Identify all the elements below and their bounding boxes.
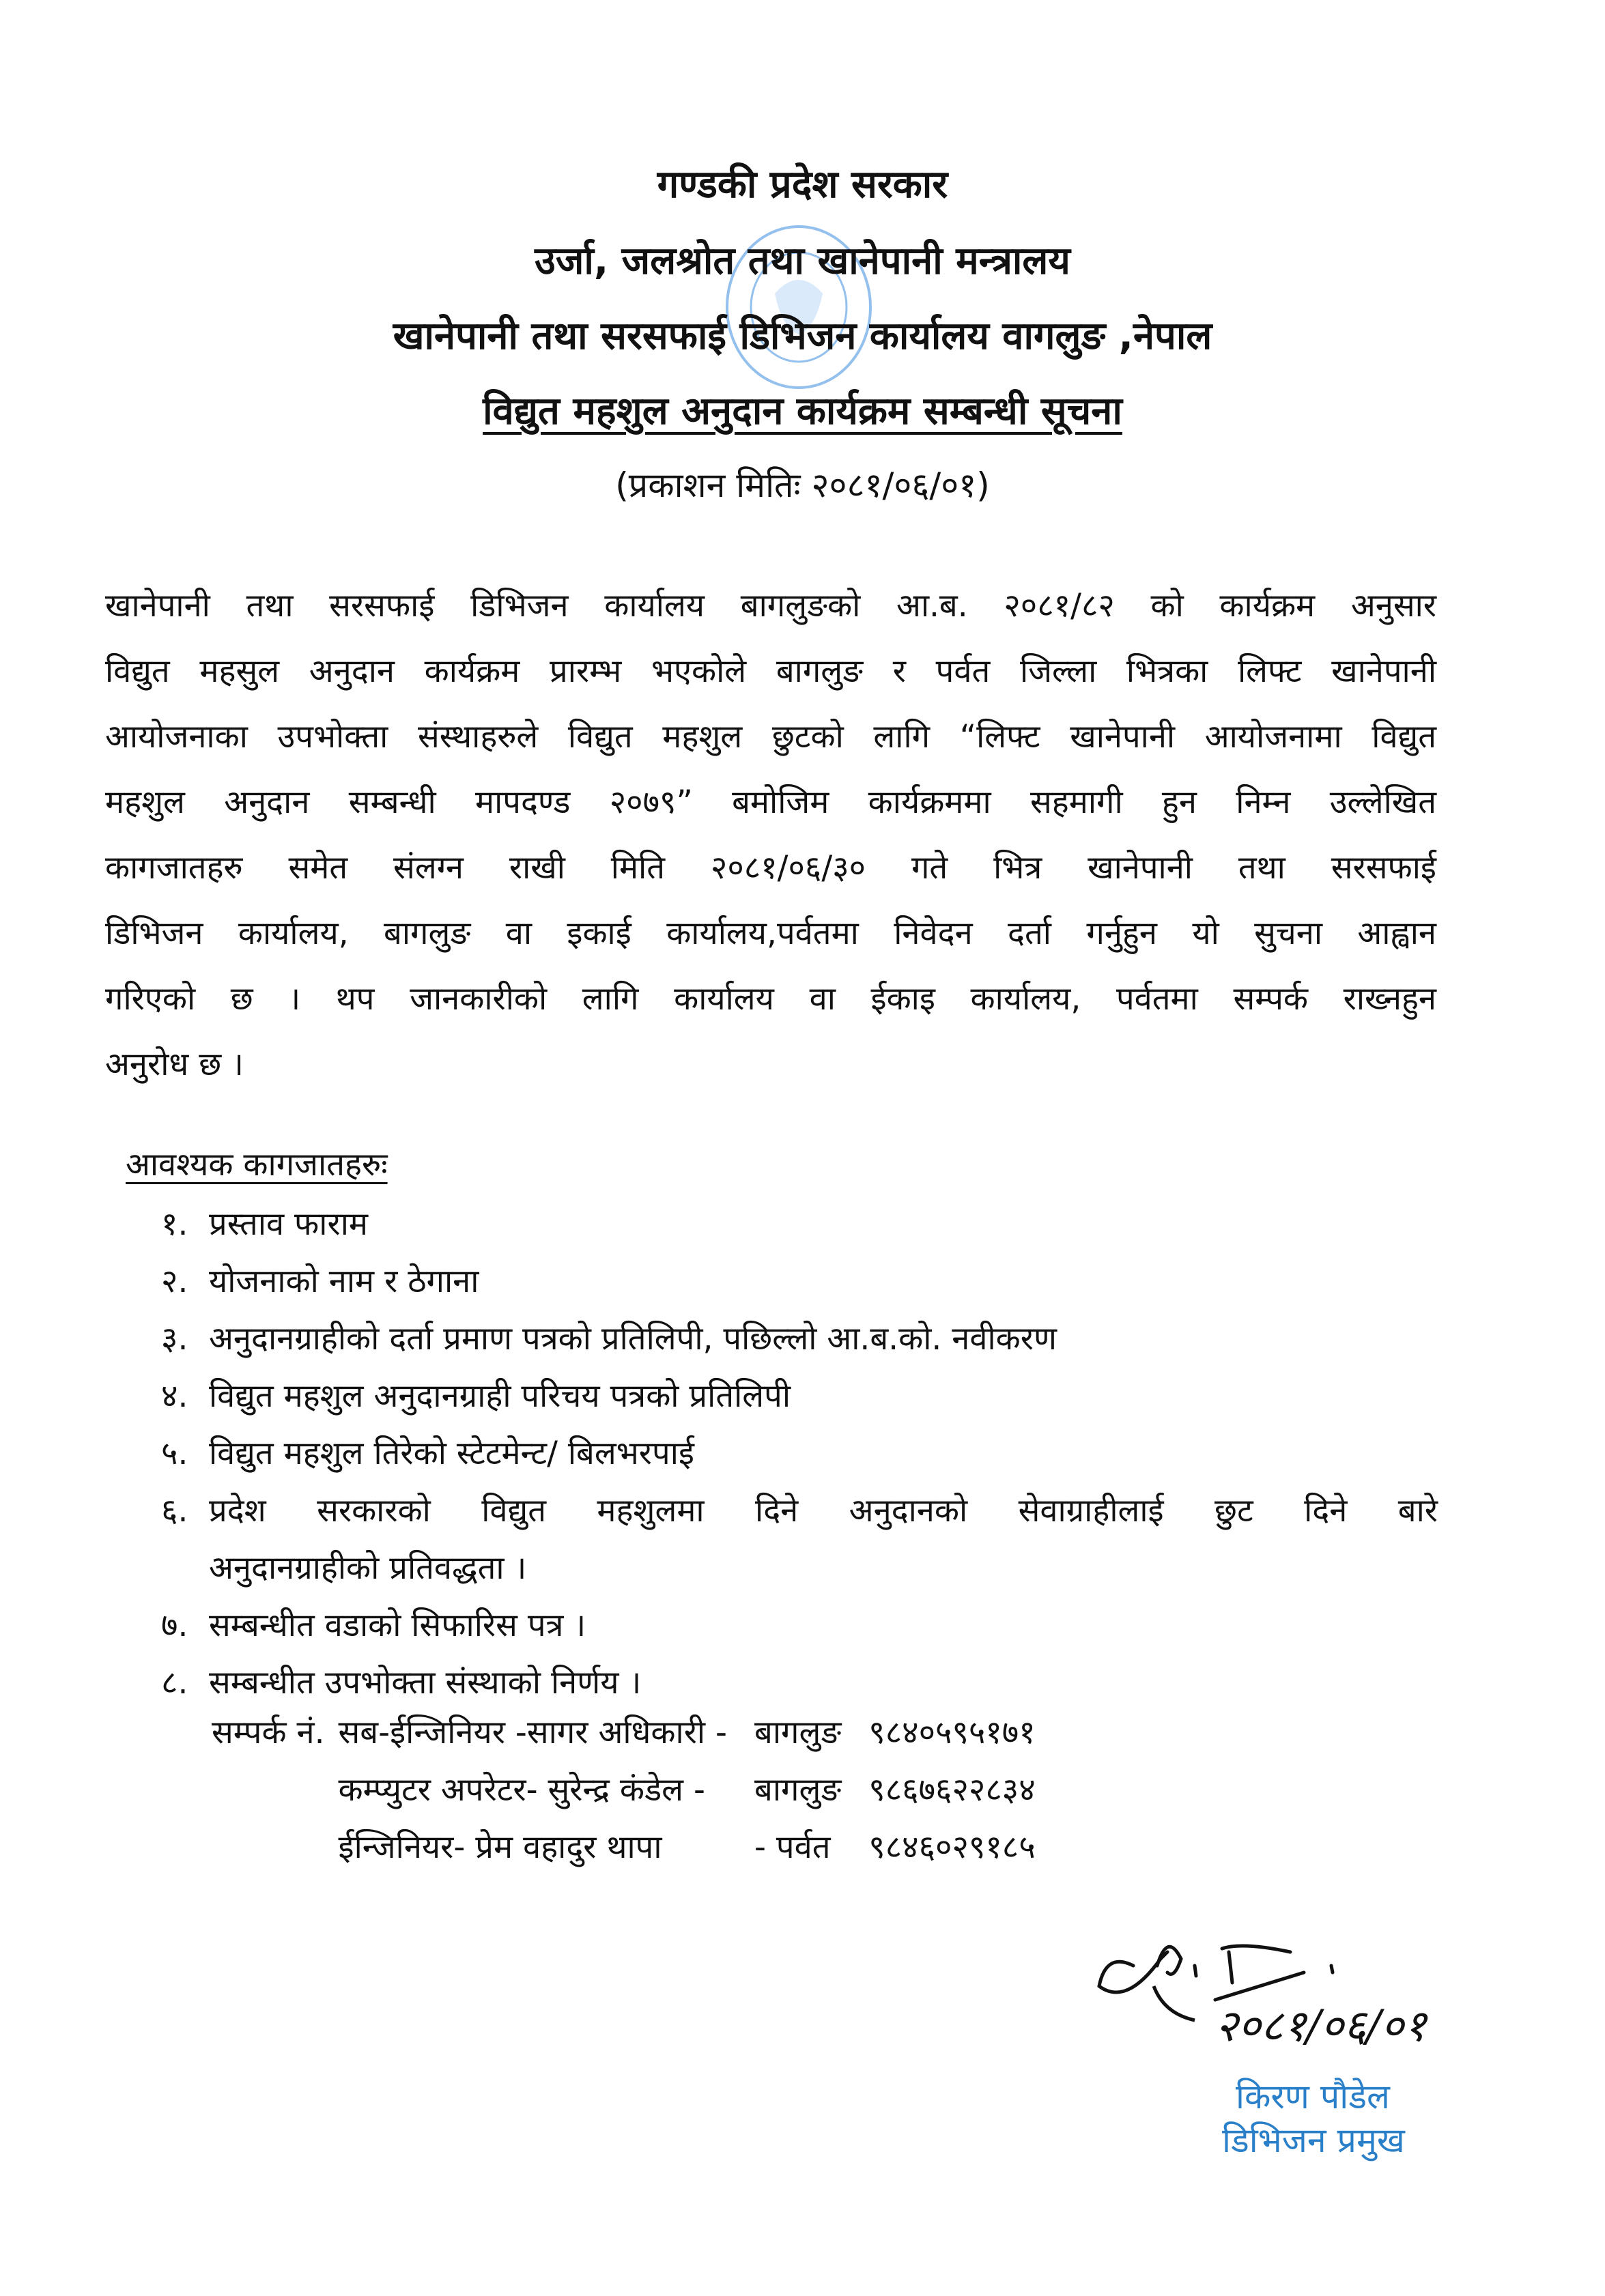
contact-label-spacer [212,1762,339,1819]
item-number: ८. [161,1664,188,1702]
contact-location: - पर्वत [754,1828,831,1866]
contact-phone: ९८४०५९५१७१ [868,1714,1036,1751]
item-number: ६. [161,1492,188,1530]
item-text: सम्बन्धीत वडाको सिफारिस पत्र । [209,1607,586,1644]
notice-title-text: विद्युत महशुल अनुदान कार्यक्रम सम्बन्धी सूचना [483,389,1122,433]
contact-person: सब-ईन्जिनियर -सागर अधिकारी - [338,1714,727,1751]
body-line: आयोजनाका उपभोक्ता संस्थाहरुले विद्युत महशुल छुटको लागि “लिफ्ट खानेपानी आयोजनामा विद्युत [105,718,1436,756]
contact-row [212,1762,1063,1819]
body-line: अनुरोध छ । [105,1046,244,1083]
item-number: ५. [161,1435,188,1472]
office-name: खानेपानी तथा सरसफाई डिभिजन कार्यालय वागलुङ ,नेपाल [393,314,1212,358]
item-text: प्रदेश सरकारको विद्युत महशुलमा दिने अनुदानको सेवाग्राहीलाई छुट दिने बारे [209,1492,1438,1530]
list-item [161,1597,1438,1654]
item-text: अनुदानग्राहीको दर्ता प्रमाण पत्रको प्रतिलिपी, पछिल्लो आ.ब.को. नवीकरण [209,1320,1057,1358]
list-item [161,1654,1438,1712]
list-item [161,1196,1438,1253]
publication-date: (प्रकाशन मितिः २०८१/०६/०१) [615,465,990,505]
list-item-continuation [161,1540,1438,1597]
body-line: महशुल अनुदान सम्बन्धी मापदण्ड २०७९” बमोजिम कार्यक्रममा सहमागी हुन निम्न उल्लेखित [105,784,1436,821]
body-line: खानेपानी तथा सरसफाई डिभिजन कार्यालय बागलुङको आ.ब. २०८१/८२ को कार्यक्रम अनुसार [105,587,1436,625]
item-number: ७. [161,1607,188,1644]
item-text: अनुदानग्राहीको प्रतिवद्धता । [209,1549,527,1587]
contact-phone: ९८६७६२२८३४ [868,1771,1036,1809]
contact-person: कम्प्युटर अपरेटर- सुरेन्द्र कंडेल - [338,1771,705,1809]
item-text: प्रस्ताव फाराम [209,1205,368,1243]
item-text: विद्युत महशुल अनुदानग्राही परिचय पत्रको प्रतिलिपी [209,1377,791,1415]
item-number: ३. [161,1320,188,1358]
contact-label: सम्पर्क नं. [212,1714,325,1751]
item-number: ४. [161,1377,188,1415]
signatory-stamp [1222,2075,1405,2162]
list-item [161,1253,1438,1310]
item-number: २. [161,1263,188,1300]
ministry-name: उर्जा, जलश्रोत तथा खानेपानी मन्त्रालय [535,239,1070,283]
list-item [161,1368,1438,1425]
required-documents-list [161,1196,1438,1712]
handwritten-signature [1085,1925,1495,2061]
item-text: विद्युत महशुल तिरेको स्टेटमेन्ट/ बिलभरपाई [209,1435,694,1472]
item-text: योजनाको नाम र ठेगाना [209,1263,479,1300]
notice-title [0,388,1605,435]
item-number: १. [161,1205,188,1243]
handwritten-date: २०८१/०६/०१ [1215,2001,1427,2052]
body-line: डिभिजन कार्यालय, बागलुङ वा इकाई कार्यालय,पर्वतमा निवेदन दर्ता गर्नुहुन यो सुचना आह्वान [105,915,1436,952]
contact-location: बागलुङ [754,1714,842,1751]
contact-row [212,1704,1063,1762]
item-number-spacer [161,1540,209,1597]
contact-phone: ९८४६०२९१८५ [868,1828,1036,1866]
required-documents-heading: आवश्यक कागजातहरुः [126,1146,388,1183]
list-item [161,1482,1438,1540]
body-line: विद्युत महसुल अनुदान कार्यक्रम प्रारम्भ भएकोले बागलुङ र पर्वत जिल्ला भित्रका लिफ्ट खानेपानी [105,652,1436,690]
body-line: गरिएको छ । थप जानकारीको लागि कार्यालय वा ईकाइ कार्यालय, पर्वतमा सम्पर्क राख्नहुन [105,980,1436,1018]
list-item [161,1310,1438,1368]
notice-body [105,573,1436,1097]
item-text: सम्बन्धीत उपभोक्ता संस्थाको निर्णय । [209,1664,642,1702]
contact-location: बागलुङ [754,1771,842,1809]
contact-row [212,1819,1063,1876]
government-name: गण्डकी प्रदेश सरकार [657,162,948,207]
body-line: कागजातहरु समेत संलग्न राखी मिति २०८१/०६/३० गते भित्र खानेपानी तथा सरसफाई [105,849,1436,887]
list-item [161,1425,1438,1482]
signatory-name: किरण पौडेल [1236,2077,1390,2116]
contact-person: ईन्जिनियर- प्रेम वहादुर थापा [338,1828,662,1866]
signatory-designation: डिभिजन प्रमुख [1222,2121,1405,2160]
contacts-section [212,1704,1063,1876]
contact-label-spacer [212,1819,339,1876]
